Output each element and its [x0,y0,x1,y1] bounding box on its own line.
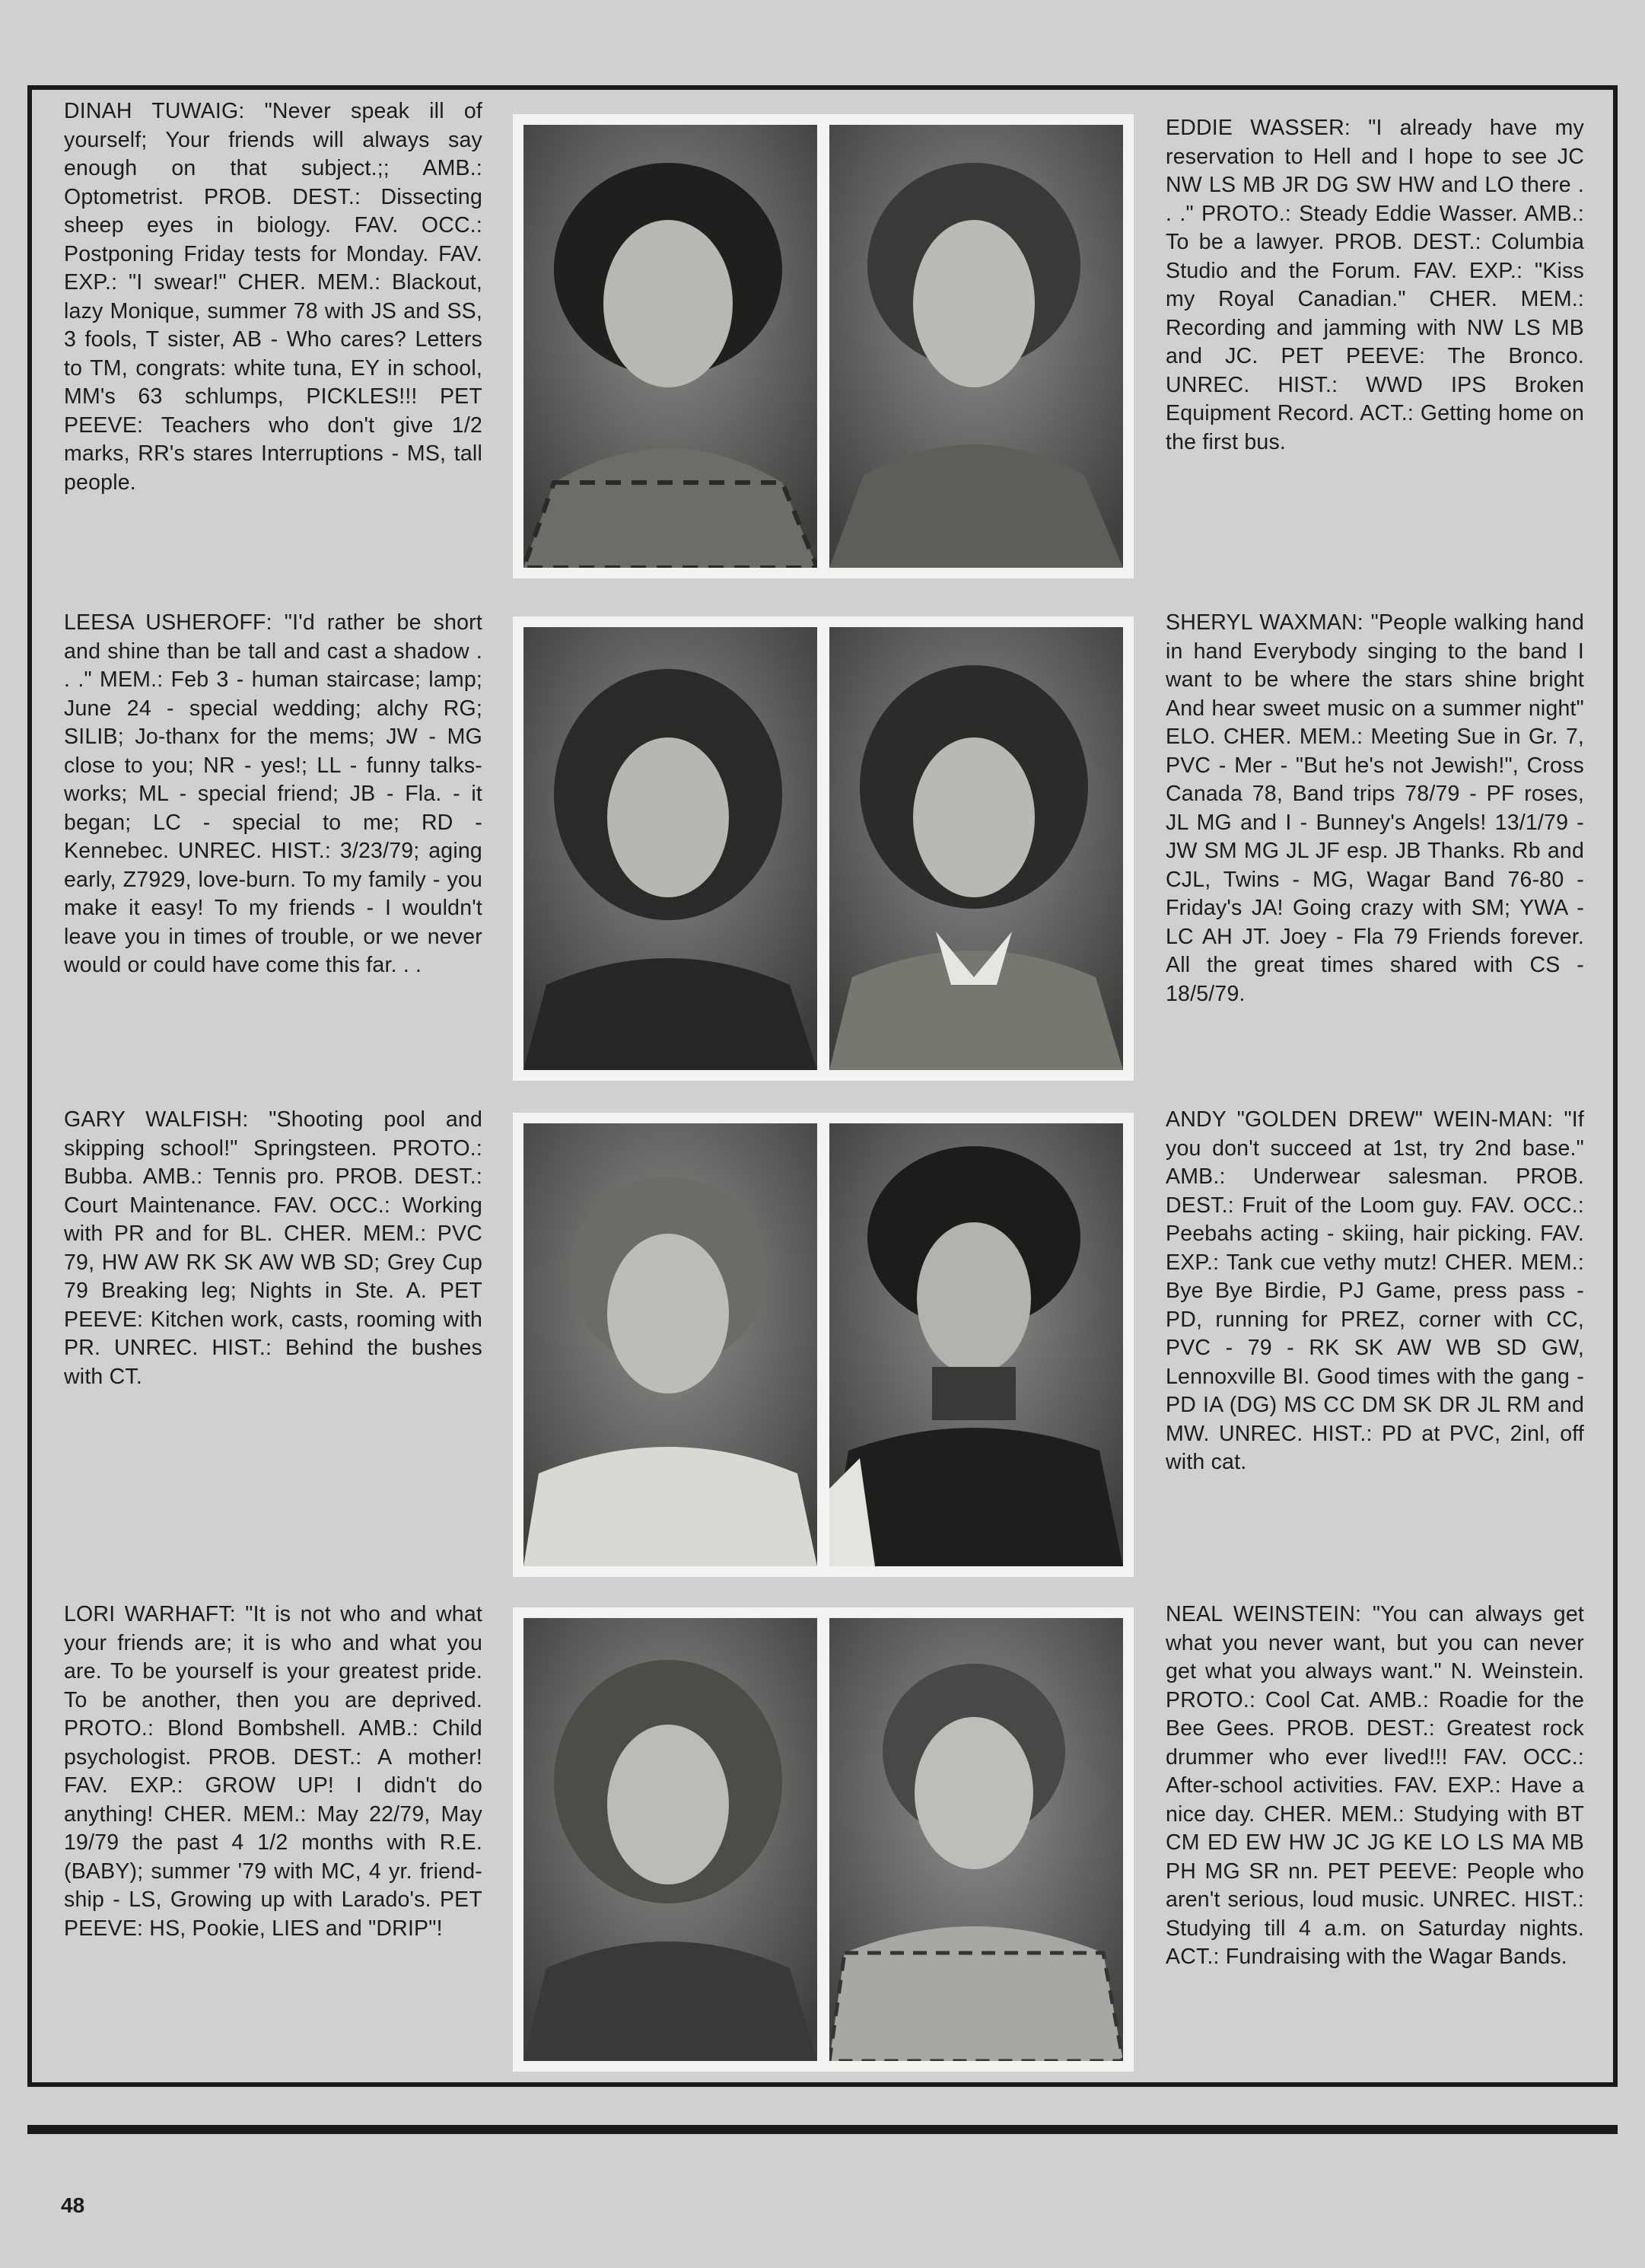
portrait-photo [829,1618,1123,2061]
page-number: 48 [61,2193,85,2217]
bio-gary-walfish: GARY WALFISH: "Shooting pool and skipping school!" Springsteen. PROTO.: Bubba. AMB.: Tennis pro. PROB. DEST.: Court Maintenance. FAV. OCC.: Working with PR and for BL. CHER. MEM.: PVC 79, HW AW RK SK AW WB SD; Grey Cup 79 Breaking leg; Nights in Ste. A. PET PEEVE: Kitchen work, casts, rooming with PR. UNREC. HIST.: Behind the bushes with CT. [64,1107,482,1389]
bio-lori-warhaft: LORI WARHAFT: "It is not who and what your friends are; it is who and what you are. To be yourself is your greatest pride. To be another, then you are deprived. PROTO.: Blond Bombshell. AMB.: Child psychologist. PROB. DEST.: A mother! FAV. EXP.: GROW UP! I didn't do anything! CHER. MEM.: May 22/79, May 19/79 the past 4 1/2 months with R.E. (BABY); summer '79 with MC, 4 yr. friend-ship - LS, Growing up with Larado's. PET PEEVE: HS, Pookie, LIES and "DRIP"! [64,1602,482,1941]
bio-dinah-tuwaig: DINAH TUWAIG: "Never speak ill of yourself; Your friends will always say enough on that subject.;; AMB.: Optometrist. PROB. DEST.: Dissecting sheep eyes in biology. FAV. OCC.: Postponing Friday tests for Monday. FAV. EXP.: "I swear!" CHER. MEM.: Blackout, lazy Monique, summer 78 with JS and SS, 3 fools, T sister, AB - Who cares? Letters to TM, congrats: white tuna, EY in school, MM's 63 schlumps, PICKLES!!! PET PEEVE: Teachers who don't give 1/2 marks, RR's stares Interruptions - MS, tall people. [64,99,482,495]
bio-eddie-wasser: EDDIE WASSER: "I already have my reservation to Hell and I hope to see JC NW LS MB JR DG SW HW and LO there . . ." PROTO.: Steady Eddie Wasser. AMB.: To be a lawyer. PROB. DEST.: Columbia Studio and the Forum. FAV. EXP.: "Kiss my Royal Canadian." CHER. MEM.: Recording and jamming with NW LS MB and JC. PET PEEVE: The Bronco. UNREC. HIST.: WWD IPS Broken Equipment Record. ACT.: Getting home on the first bus. [1166,116,1584,454]
bio-leesa-usheroff: LEESA USHEROFF: "I'd rather be short and shine than be tall and cast a shadow . . ." MEM.: Feb 3 - human staircase; lamp; June 24 - special wedding; alchy RG; SILIB; Jo-thanx for the mems; JW - MG close to you; NR - yes!; LL - funny talks-works; ML - special friend; JB - Fla. - it began; LC - special to me; RD - Kennebec. UNREC. HIST.: 3/23/79; aging early, Z7929, love-burn. To my family - you make it easy! To my friends - I wouldn't leave you in times of trouble, or we never would or could have come this far. . . [64,610,482,977]
portrait-photo [523,1123,817,1566]
photo-pair-row-1 [513,114,1134,578]
photo-pair-row-3 [513,1113,1134,1577]
bio-andy-weinman: ANDY "GOLDEN DREW" WEIN-MAN: "If you don't succeed at 1st, try 2nd base." AMB.: Underwear salesman. PROB. DEST.: Fruit of the Loom guy. FAV. OCC.: Peebahs acting - skiing, hair picking. FAV. EXP.: Tank cue vethy mutz! CHER. MEM.: Bye Bye Birdie, PJ Game, press pass - PD, running for PREZ, corner with CC, PVC - 79 - RK SK AW WB SD GW, Lennoxville BI. Good times with the gang - PD IA (DG) MS CC DM SK DR JL RM and MW. UNREC. HIST.: PD at PVC, 2inl, off with cat. [1166,1107,1584,1474]
photo-pair-row-2 [513,616,1134,1081]
portrait-photo [523,627,817,1070]
portrait-photo [523,1618,817,2061]
photo-pair-row-4 [513,1607,1134,2072]
portrait-photo [829,125,1123,568]
portrait-photo [523,125,817,568]
footer-rule [27,2125,1618,2134]
bio-sheryl-waxman: SHERYL WAXMAN: "People walking hand in hand Everybody singing to the band I want to be where the stars shine bright And hear sweet music on a summer night" ELO. CHER. MEM.: Meeting Sue in Gr. 7, PVC - Mer - "But he's not Jewish!", Cross Canada 78, Band trips 78/79 - PF roses, JL MG and I - Bunney's Angels! 13/1/79 - JW SM MG JL JF esp. JB Thanks. Rb and CJL, Twins - MG, Wagar Band 76-80 - Friday's JA! Going crazy with SM; YWA - LC AH JT. Joey - Fla 79 Friends forever. All the great times shared with CS - 18/5/79. [1166,610,1584,1006]
portrait-photo [829,627,1123,1070]
bio-neal-weinstein: NEAL WEINSTEIN: "You can always get what you never want, but you can never get what you always want." N. Weinstein. PROTO.: Cool Cat. AMB.: Roadie for the Bee Gees. PROB. DEST.: Greatest rock drummer who ever lived!!! FAV. OCC.: After-school activities. FAV. EXP.: Have a nice day. CHER. MEM.: Studying with BT CM ED EW HW JC JG KE LO LS MA MB PH MG SR nn. PET PEEVE: People who aren't serious, loud music. UNREC. HIST.: Studying till 4 a.m. on Saturday nights. ACT.: Fundraising with the Wagar Bands. [1166,1602,1584,1969]
portrait-photo [829,1123,1123,1566]
